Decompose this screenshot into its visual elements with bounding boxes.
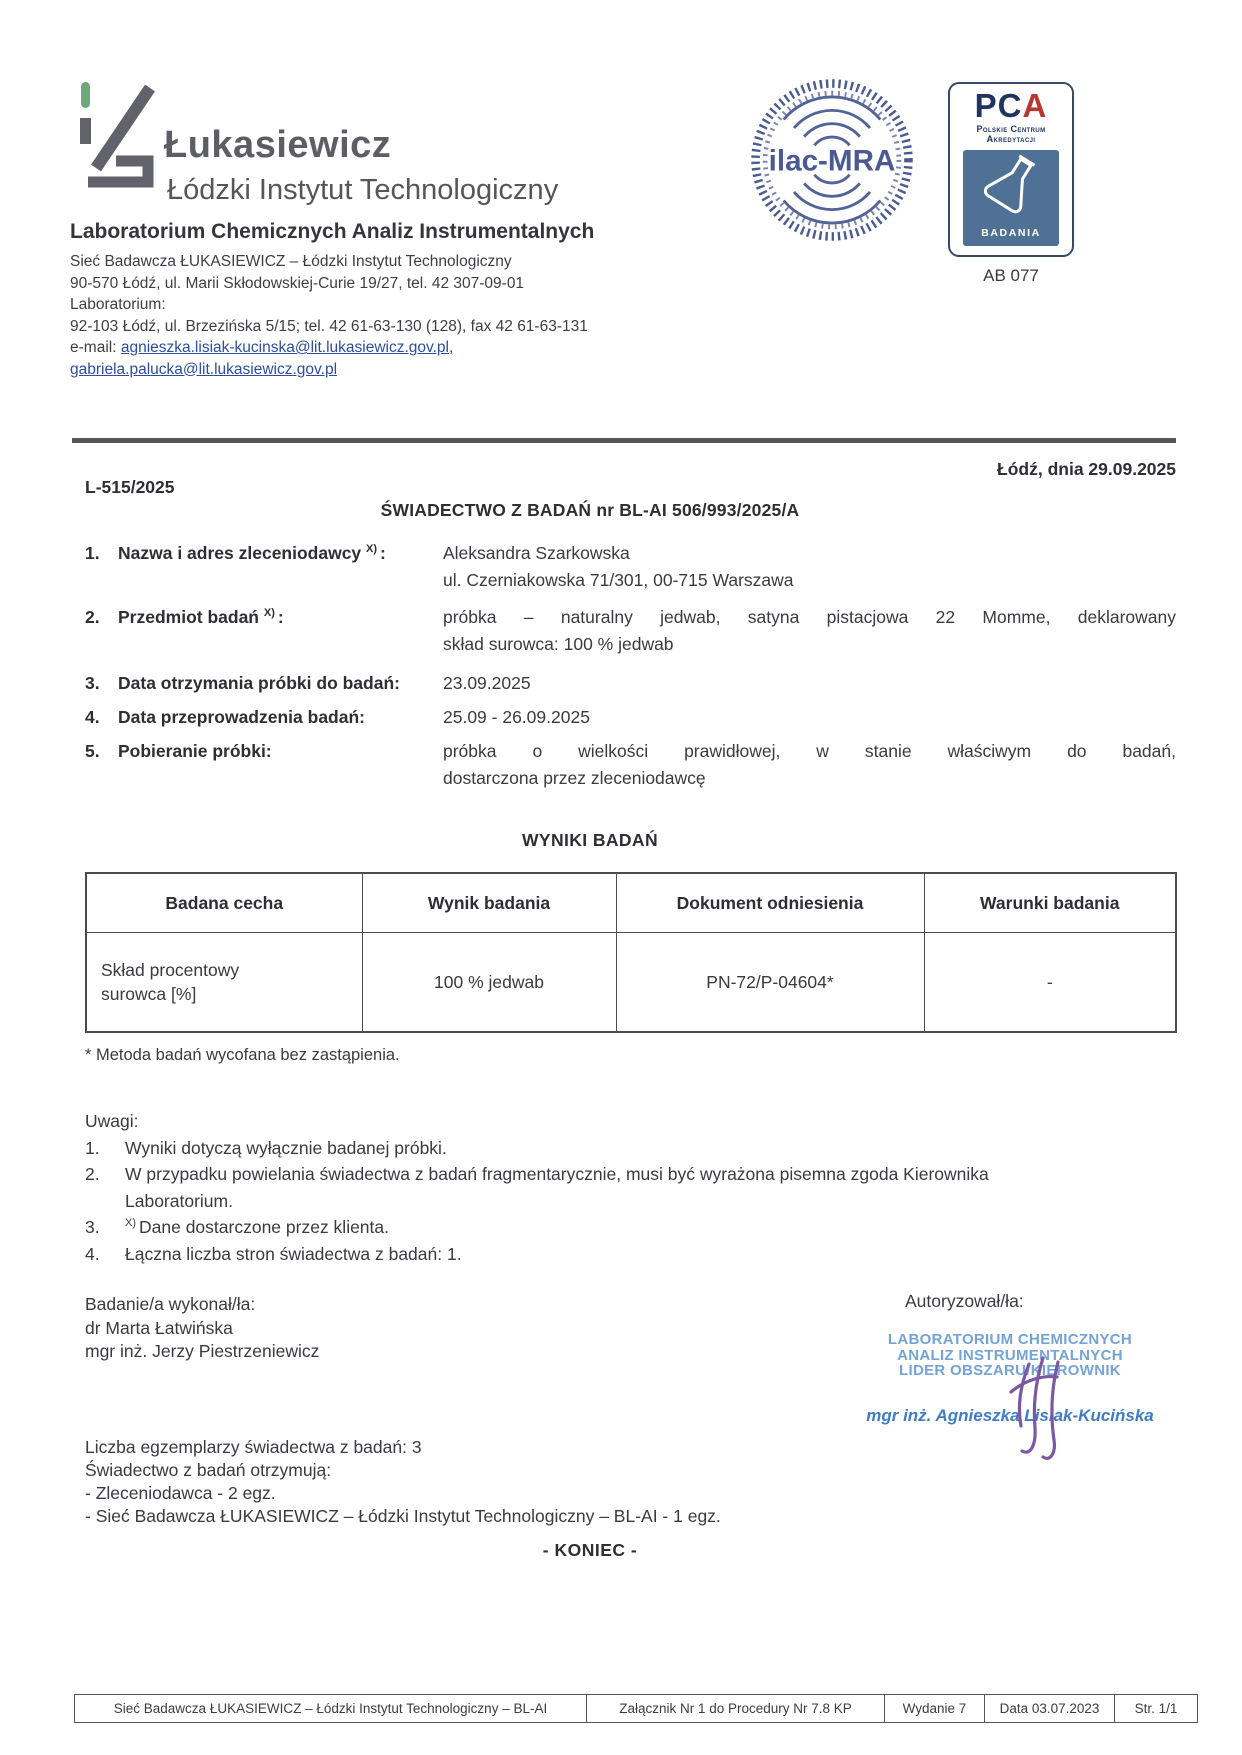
footer-cell-attachment: Załącznik Nr 1 do Procedury Nr 7.8 KP <box>587 1695 885 1722</box>
pca-acronym-pc: PC <box>974 87 1023 124</box>
cell-dokument-odniesienia: PN-72/P-04604* <box>616 933 924 1033</box>
footer-cell-edition: Wydanie 7 <box>885 1695 985 1722</box>
cell-badana-cecha: Skład procentowy surowca [%] <box>86 933 362 1033</box>
flask-icon <box>963 150 1059 220</box>
pca-acronym <box>954 87 1068 124</box>
footer-table <box>74 1694 1198 1723</box>
item-label: Nazwa i adres zleceniodawcy $^{X)}$ : <box>118 543 386 563</box>
pca-accreditation-block <box>948 82 1074 286</box>
ilac-mra-seal <box>746 74 918 251</box>
footnote-marker: X) <box>125 1217 136 1230</box>
footer-cell-date: Data 03.07.2023 <box>985 1695 1115 1722</box>
item-row-received-date <box>85 670 1176 697</box>
pca-square <box>963 150 1059 246</box>
brand-subtitle: Łódzki Instytut Technologiczny <box>167 174 559 206</box>
item-value: 23.09.2025 <box>443 673 531 693</box>
remark-number: 3. <box>85 1217 100 1237</box>
ilac-mra-seal-icon <box>746 74 918 246</box>
stamp-line-2: ANALIZ INSTRUMENTALNYCH <box>897 1346 1123 1364</box>
copies-count: Liczba egzemplarzy świadectwa z badań: 3 <box>85 1437 422 1457</box>
signature-icon <box>1003 1350 1073 1470</box>
performed-name-1: dr Marta Łatwińska <box>85 1317 233 1338</box>
results-table <box>85 872 1177 1033</box>
remark-number: 1. <box>85 1137 100 1158</box>
pca-org-line-1: Polskie Centrum <box>976 124 1046 134</box>
remark-row <box>85 1135 989 1162</box>
pca-accreditation-number: AB 077 <box>983 266 1039 285</box>
item-number: 1. <box>85 543 100 563</box>
handwritten-signature <box>1003 1350 1073 1475</box>
pca-org-name <box>954 124 1068 144</box>
footnote-marker: X) <box>366 543 378 556</box>
stamp-line-3: LIDER OBSZARU/KIEROWNIK <box>899 1362 1121 1379</box>
stamp-line-1: LABORATORIUM CHEMICZNYCH <box>887 1331 1133 1348</box>
results-header-row <box>86 873 1176 933</box>
results-heading: WYNIKI BADAŃ <box>521 830 659 850</box>
header-divider <box>72 438 1176 443</box>
column-header-badana-cecha: Badana cecha <box>86 873 362 933</box>
remarks-heading: Uwagi: <box>85 1111 139 1131</box>
item-number: 5. <box>85 741 100 761</box>
email-link-2[interactable]: gabriela.palucka@lit.lukasiewicz.gov.pl <box>70 360 338 378</box>
email-line-2 <box>70 359 710 381</box>
item-label: Data przeprowadzenia badań: <box>118 707 365 727</box>
ilac-mra-seal-text: ilac-MRA <box>768 144 896 178</box>
remark-number: 4. <box>85 1243 100 1264</box>
place-date: Łódź, dnia 29.09.2025 <box>997 459 1176 479</box>
reference-number: L-515/2025 <box>85 477 175 497</box>
remark-row <box>85 1161 989 1214</box>
remarks-section <box>85 1108 989 1267</box>
cell-wynik-badania: 100 % jedwab <box>362 933 616 1033</box>
item-row-sampling <box>85 738 1176 792</box>
end-label: - KONIEC - <box>542 1540 638 1560</box>
item-value: Aleksandra Szarkowska ul. Czerniakowska 71/301, 00-715 Warszawa <box>443 543 794 590</box>
address-line-2: 90-570 Łódź, ul. Marii Skłodowskiej-Curie 19/27, tel. 42 307-09-01 <box>70 274 525 292</box>
column-header-warunki-badania: Warunki badania <box>924 873 1176 933</box>
item-row-client <box>85 540 1176 594</box>
remark-text: W przypadku powielania świadectwa z badań fragmentarycznie, musi być wyrażona pisemna zgoda Kierownika Laboratorium. <box>125 1164 989 1211</box>
pca-acronym-a: A <box>1022 87 1048 124</box>
performed-by-block <box>85 1293 319 1364</box>
remark-number: 2. <box>85 1164 100 1184</box>
remark-text: $^{X)}$ Dane dostarczone przez klienta. <box>125 1217 389 1237</box>
brand-name: Łukasiewicz <box>164 124 392 166</box>
pca-badge <box>948 82 1074 257</box>
performed-label: Badanie/a wykonał/ła: <box>85 1294 256 1314</box>
copies-block <box>85 1436 721 1528</box>
item-value: próbka – naturalny jedwab, satyna pistacjowa 22 Momme, deklarowany skład surowca: 100 % jedwab <box>443 607 1176 654</box>
copies-recipients-label: Świadectwo z badań otrzymują: <box>85 1460 332 1480</box>
item-label: Przedmiot badań $^{X)}$ : <box>118 607 284 627</box>
address-line-3: Laboratorium: <box>70 296 166 313</box>
footer-cell-page: Str. 1/1 <box>1134 1701 1178 1716</box>
remark-row <box>85 1241 989 1268</box>
footer-cell-organization: Sieć Badawcza ŁUKASIEWICZ – Łódzki Instytut Technologiczny – BL-AI <box>75 1695 587 1722</box>
item-value: próbka o wielkości prawidłowej, w stanie właściwym do badań, dostarczona przez zleceniodawcę <box>443 741 1176 788</box>
results-data-row <box>86 933 1176 1033</box>
item-label: Pobieranie próbki: <box>118 741 272 761</box>
lukasiewicz-logo <box>74 82 162 199</box>
remark-text: Wyniki dotyczą wyłącznie badanej próbki. <box>125 1137 447 1158</box>
remark-text: Łączna liczba stron świadectwa z badań: 1. <box>125 1243 462 1264</box>
stamp-name: mgr inż. Agnieszka Lisiak-Kucińska <box>866 1405 1154 1425</box>
copies-recipient-2: - Sieć Badawcza ŁUKASIEWICZ – Łódzki Instytut Technologiczny – BL-AI - 1 egz. <box>85 1506 721 1526</box>
item-number: 2. <box>85 607 100 627</box>
email-link-1[interactable]: agnieszka.lisiak-kucinska@lit.lukasiewicz.gov.pl <box>120 339 449 356</box>
address-line-1: Sieć Badawcza ŁUKASIEWICZ – Łódzki Instytut Technologiczny <box>70 253 512 270</box>
results-footnote: * Metoda badań wycofana bez zastąpienia. <box>85 1046 400 1064</box>
pca-badania-label: BADANIA <box>981 227 1041 239</box>
lukasiewicz-logo-icon <box>74 82 162 194</box>
document-title: ŚWIADECTWO Z BADAŃ nr BL-AI 506/993/2025/A <box>380 500 800 520</box>
item-label: Data otrzymania próbki do badań: <box>118 673 400 693</box>
lab-title: Laboratorium Chemicznych Analiz Instrumentalnych <box>70 220 595 243</box>
lab-info-block <box>70 220 710 380</box>
remark-row <box>85 1214 989 1241</box>
order-details <box>85 540 1176 792</box>
email-label: e-mail: <box>70 339 121 356</box>
column-header-wynik-badania: Wynik badania <box>362 873 616 933</box>
footnote-marker: X) <box>263 607 275 620</box>
authorized-label: Autoryzował/ła: <box>905 1291 1024 1311</box>
pca-org-line-2: Akredytacji <box>986 134 1036 144</box>
item-number: 3. <box>85 673 100 693</box>
email-separator: , <box>449 339 454 356</box>
item-value: 25.09 - 26.09.2025 <box>443 707 590 727</box>
item-number: 4. <box>85 707 100 727</box>
copies-recipient-1: - Zleceniodawca - 2 egz. <box>85 1483 276 1503</box>
email-line-1 <box>70 337 710 359</box>
address-line-4: 92-103 Łódź, ul. Brzezińska 5/15; tel. 42 61-63-130 (128), fax 42 61-63-131 <box>70 317 588 335</box>
performed-name-2: mgr inż. Jerzy Piestrzeniewicz <box>85 1341 320 1361</box>
cell-warunki-badania: - <box>924 933 1176 1033</box>
item-row-subject <box>85 604 1176 658</box>
column-header-dokument-odniesienia: Dokument odniesienia <box>616 873 924 933</box>
item-row-test-date <box>85 704 1176 731</box>
